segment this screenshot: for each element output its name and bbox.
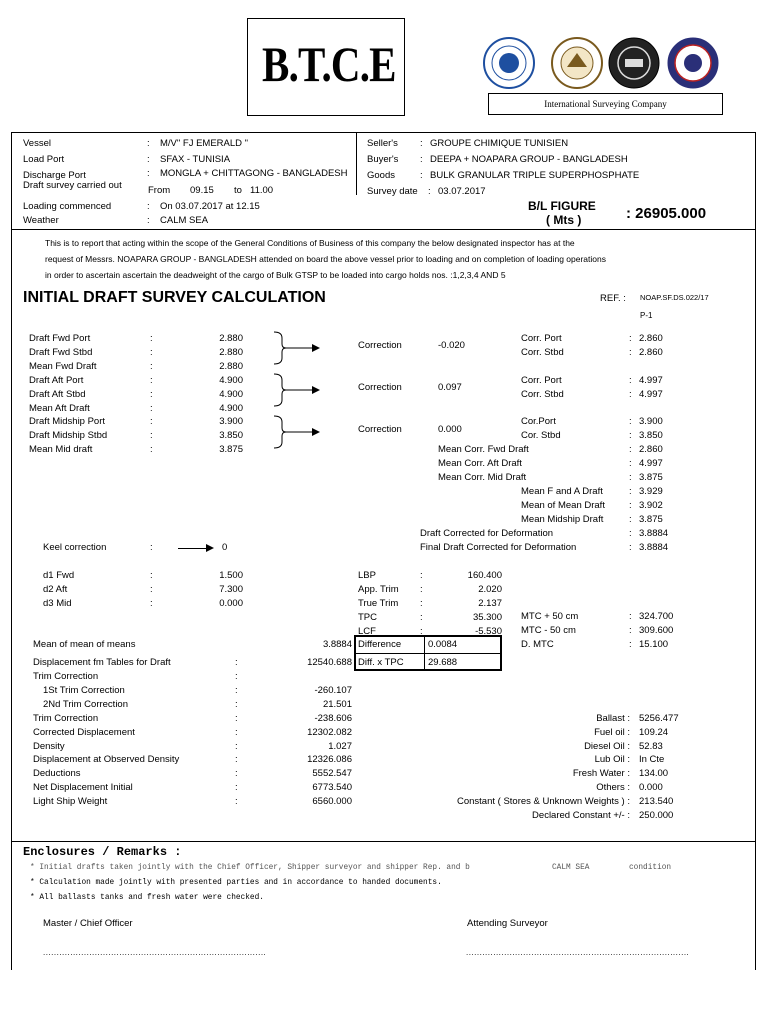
correction-label: Correction [358, 382, 402, 393]
correction-label: Correction [358, 424, 402, 435]
draft-value: 2.880 [219, 333, 243, 344]
colon: : [629, 444, 632, 455]
deduction-value: 52.83 [639, 741, 663, 752]
displacement-label: Displacement fm Tables for Draft [33, 657, 171, 668]
deduction-value: 0.000 [639, 782, 663, 793]
d-value: 1.500 [219, 570, 243, 581]
intro-line-2: request of Messrs. NOAPARA GROUP - BANGLADESH attended on board the above vessel prior to loading and on completion of loading operations [45, 254, 606, 264]
colon: : [629, 347, 632, 358]
draft-label: Mean Aft Draft [29, 403, 90, 414]
colon: : [150, 542, 153, 553]
colon: : [150, 361, 153, 372]
deduction-value: In Cte [639, 754, 665, 765]
deduction-value: 5256.477 [639, 713, 679, 724]
colon: : [235, 768, 238, 779]
sellers-label: Seller's [367, 138, 398, 149]
keel-correction-value: 0 [222, 542, 228, 553]
draft-survey-label: Draft survey carried out [23, 180, 122, 191]
draft-value: 3.850 [219, 430, 243, 441]
draft-value: 4.900 [219, 375, 243, 386]
deduction-value: 134.00 [639, 768, 669, 779]
corr-label: Corr. Stbd [521, 347, 564, 358]
load-port-value: SFAX - TUNISIA [160, 154, 231, 165]
colon: : [629, 486, 632, 497]
deformation-value: 3.8884 [639, 542, 669, 553]
from-time: 09.15 [190, 185, 214, 196]
loading-commenced-label: Loading commenced [23, 201, 112, 212]
overseas-marine-seal-icon [551, 37, 603, 89]
colon: : [150, 389, 153, 400]
weather-value: CALM SEA [160, 215, 209, 226]
param-value: 2.020 [478, 584, 502, 595]
mean-corr-value: 2.860 [639, 444, 663, 455]
corr-value: 2.860 [639, 347, 663, 358]
colon: : [629, 333, 632, 344]
colon: : [629, 611, 632, 622]
displacement-label: Trim Correction [33, 713, 99, 724]
param-label: App. Trim [358, 584, 399, 595]
corr-label: Cor. Stbd [521, 430, 561, 441]
difference-label: Difference [358, 639, 402, 650]
displacement-value: 12540.688 [307, 657, 352, 668]
correction-value: 0.000 [438, 424, 462, 435]
displacement-value: 12326.086 [307, 754, 352, 765]
colon: : [629, 528, 632, 539]
displacement-label: Displacement at Observed Density [33, 754, 180, 765]
colon: : [147, 138, 150, 149]
vessel-info-divider [356, 133, 357, 195]
corr-value: 3.900 [639, 416, 663, 427]
deduction-value: 213.540 [639, 796, 674, 807]
d-label: d2 Aft [43, 584, 68, 595]
colon: : [629, 542, 632, 553]
colon: : [235, 685, 238, 696]
colon: : [235, 727, 238, 738]
colon: : [150, 347, 153, 358]
mean-corr-label: Mean Corr. Aft Draft [438, 458, 522, 469]
colon: : [420, 138, 423, 149]
bracket-arrows-icon [272, 330, 322, 450]
mean-draft-label: Mean F and A Draft [521, 486, 603, 497]
colon: : [147, 201, 150, 212]
colon: : [150, 430, 153, 441]
deduction-label: Others : [596, 782, 630, 793]
vessel-value: M/V" FJ EMERALD " [160, 138, 249, 149]
correction-value: -0.020 [438, 340, 465, 351]
draft-value: 3.875 [219, 444, 243, 455]
corr-value: 3.850 [639, 430, 663, 441]
colon: : [235, 741, 238, 752]
colon: : [150, 570, 153, 581]
ref-value: NOAP.SF.DS.022/17 [640, 293, 709, 302]
draft-value: 2.880 [219, 347, 243, 358]
goods-value: BULK GRANULAR TRIPLE SUPERPHOSPHATE [430, 170, 640, 181]
displacement-label: Trim Correction [33, 671, 99, 682]
mean-draft-label: Mean of Mean Draft [521, 500, 605, 511]
deformation-value: 3.8884 [639, 528, 669, 539]
mtc-label: MTC - 50 cm [521, 625, 576, 636]
sellers-value: GROUPE CHIMIQUE TUNISIEN [430, 138, 569, 149]
d-value: 0.000 [219, 598, 243, 609]
colon: : [629, 472, 632, 483]
displacement-value: 21.501 [322, 699, 352, 710]
colon: : [420, 170, 423, 181]
remark-line-3: * All ballasts tanks and fresh water were checked. [30, 894, 264, 902]
colon: : [235, 754, 238, 765]
colon: : [150, 444, 153, 455]
param-value: 160.400 [467, 570, 502, 581]
deduction-label: Fresh Water : [572, 768, 630, 779]
corr-label: Corr. Port [521, 333, 562, 344]
colon: : [629, 500, 632, 511]
mtc-label: MTC + 50 cm [521, 611, 579, 622]
d-label: d1 Fwd [43, 570, 75, 581]
displacement-value: 12302.082 [307, 727, 352, 738]
colon: : [147, 215, 150, 226]
diff-tpc-label: Diff. x TPC [358, 657, 404, 668]
mean-draft-label: Mean Midship Draft [521, 514, 604, 525]
company-logo: B.T.C.E [262, 36, 396, 92]
discharge-port-value: MONGLA + CHITTAGONG - BANGLADESH [160, 168, 348, 179]
colon: : [150, 598, 153, 609]
keel-correction-label: Keel correction [43, 542, 107, 553]
draft-label: Draft Aft Port [29, 375, 84, 386]
colon: : [629, 514, 632, 525]
corr-label: Cor.Port [521, 416, 556, 427]
corr-label: Corr. Port [521, 375, 562, 386]
param-value: 35.300 [472, 612, 502, 623]
page-title: INITIAL DRAFT SURVEY CALCULATION [23, 289, 326, 306]
deduction-label: Constant ( Stores & Unknown Weights ) : [456, 796, 630, 807]
from-label: From [148, 185, 171, 196]
colon: : [150, 333, 153, 344]
colon: : [235, 699, 238, 710]
colon: : [150, 375, 153, 386]
colon: : [420, 154, 423, 165]
displacement-label: Corrected Displacement [33, 727, 135, 738]
draft-value: 4.900 [219, 403, 243, 414]
param-label: LCF [358, 626, 376, 637]
remark-line-2: * Calculation made jointly with presented parties and in accordance to handed documents. [30, 879, 442, 887]
survey-date-value: 03.07.2017 [438, 186, 486, 197]
colon: : [629, 389, 632, 400]
mtc-value: 309.600 [639, 625, 674, 636]
keel-arrow-line [178, 548, 208, 549]
displacement-label: Deductions [33, 768, 81, 779]
colon: : [235, 713, 238, 724]
deduction-value: 250.000 [639, 810, 674, 821]
remark-condition: condition [629, 864, 672, 872]
deduction-label: Fuel oil : [594, 727, 630, 738]
mean-corr-label: Mean Corr. Mid Draft [438, 472, 527, 483]
param-label: True Trim [358, 598, 399, 609]
mean-corr-value: 4.997 [639, 458, 663, 469]
buyers-value: DEEPA + NOAPARA GROUP - BANGLADESH [430, 154, 628, 165]
displacement-label: Net Displacement Initial [33, 782, 133, 793]
displacement-value: -260.107 [314, 685, 352, 696]
mean-of-means-value: 3.8884 [322, 639, 352, 650]
weather-label: Weather [23, 215, 59, 226]
survey-date-label: Survey date [367, 186, 418, 197]
colon: : [235, 796, 238, 807]
corr-value: 2.860 [639, 333, 663, 344]
mean-draft-value: 3.875 [639, 514, 663, 525]
discharge-port-label: Discharge Port [23, 170, 86, 181]
displacement-label: Density [33, 741, 65, 752]
displacement-value: 6560.000 [312, 796, 352, 807]
colon: : [420, 570, 423, 581]
to-time: 11.00 [250, 185, 274, 196]
remark-weather: CALM SEA [552, 864, 590, 872]
page-number: P-1 [640, 311, 653, 320]
draft-label: Draft Fwd Stbd [29, 347, 93, 358]
displacement-label: Light Ship Weight [33, 796, 108, 807]
deduction-label: Ballast : [596, 713, 630, 724]
mean-corr-label: Mean Corr. Fwd Draft [438, 444, 529, 455]
draft-label: Draft Midship Port [29, 416, 106, 427]
colon: : [629, 430, 632, 441]
colon: : [629, 458, 632, 469]
buyers-label: Buyer's [367, 154, 399, 165]
draft-label: Mean Mid draft [29, 444, 93, 455]
loading-commenced-value: On 03.07.2017 at 12.15 [160, 201, 260, 212]
remark-line-1: * Initial drafts taken jointly with the Chief Officer, Shipper surveyor and shipper Rep. and b [30, 864, 470, 872]
colon: : [235, 657, 238, 668]
to-label: to [234, 185, 242, 196]
master-signature-label: Master / Chief Officer [43, 918, 133, 929]
diff-tpc-value: 29.688 [428, 657, 458, 668]
insb-seal-icon [608, 37, 660, 89]
colon: : [147, 168, 150, 179]
mean-draft-value: 3.902 [639, 500, 663, 511]
displacement-value: 1.027 [328, 741, 352, 752]
draft-label: Mean Fwd Draft [29, 361, 97, 372]
colon: : [428, 186, 431, 197]
colon: : [235, 671, 238, 682]
keel-arrow-icon [206, 544, 214, 552]
draft-label: Draft Midship Stbd [29, 430, 108, 441]
bl-figure-label: B/L FIGURE [528, 199, 596, 213]
ref-label: REF. : [600, 293, 626, 304]
goods-label: Goods [367, 170, 395, 181]
colon: : [150, 403, 153, 414]
mean-of-means-label: Mean of mean of means [33, 639, 136, 650]
bureau-seal-icon [667, 37, 719, 89]
param-value: -5.530 [475, 626, 502, 637]
intro-line-1: This is to report that acting within the scope of the General Conditions of Business of this company the below designated inspector has at the [45, 238, 575, 248]
d-label: d3 Mid [43, 598, 72, 609]
master-signature-line: .................................................................................. [43, 948, 267, 957]
colon: : [420, 584, 423, 595]
difference-value: 0.0084 [428, 639, 458, 650]
draft-label: Draft Fwd Port [29, 333, 91, 344]
correction-label: Correction [358, 340, 402, 351]
mtc-label: D. MTC [521, 639, 554, 650]
draft-label: Draft Aft Stbd [29, 389, 86, 400]
deduction-label: Diesel Oil : [584, 741, 630, 752]
colon: : [420, 598, 423, 609]
surveyor-signature-line: .................................................................................. [466, 948, 690, 957]
company-tagline: International Surveying Company [488, 93, 723, 115]
colon: : [629, 416, 632, 427]
deduction-label: Declared Constant +/- : [532, 810, 630, 821]
param-label: TPC [358, 612, 377, 623]
corr-label: Corr. Stbd [521, 389, 564, 400]
deformation-label: Draft Corrected for Deformation [420, 528, 554, 539]
colon: : [629, 639, 632, 650]
deduction-value: 109.24 [639, 727, 669, 738]
enclosures-title: Enclosures / Remarks : [23, 845, 182, 859]
bl-figure-unit: ( Mts ) [546, 213, 582, 227]
param-value: 2.137 [478, 598, 502, 609]
deformation-label: Final Draft Corrected for Deformation [420, 542, 577, 553]
colon: : [235, 782, 238, 793]
bl-figure-value: : 26905.000 [626, 205, 707, 222]
colon: : [150, 584, 153, 595]
turk-loydu-seal-icon [483, 37, 535, 89]
corr-value: 4.997 [639, 375, 663, 386]
draft-value: 4.900 [219, 389, 243, 400]
corr-value: 4.997 [639, 389, 663, 400]
colon: : [629, 375, 632, 386]
displacement-label: 2Nd Trim Correction [43, 699, 128, 710]
logo-box [247, 18, 405, 116]
displacement-value: -238.606 [314, 713, 352, 724]
vessel-label: Vessel [23, 138, 51, 149]
correction-value: 0.097 [438, 382, 462, 393]
displacement-value: 5552.547 [312, 768, 352, 779]
displacement-value: 6773.540 [312, 782, 352, 793]
mtc-value: 15.100 [639, 639, 669, 650]
d-value: 7.300 [219, 584, 243, 595]
colon: : [420, 612, 423, 623]
draft-value: 3.900 [219, 416, 243, 427]
displacement-label: 1St Trim Correction [43, 685, 125, 696]
colon: : [420, 626, 423, 637]
deduction-label: Lub Oil : [594, 754, 630, 765]
param-label: LBP [358, 570, 376, 581]
mean-corr-value: 3.875 [639, 472, 663, 483]
colon: : [629, 625, 632, 636]
load-port-label: Load Port [23, 154, 65, 165]
surveyor-signature-label: Attending Surveyor [467, 918, 548, 929]
mean-draft-value: 3.929 [639, 486, 663, 497]
draft-value: 2.880 [219, 361, 243, 372]
colon: : [150, 416, 153, 427]
intro-line-3: in order to ascertain ascertain the deadweight of the cargo of Bulk GTSP to be loaded into cargo holds nos. :1,2,3,4 AND 5 [45, 270, 506, 280]
colon: : [147, 154, 150, 165]
mtc-value: 324.700 [639, 611, 674, 622]
